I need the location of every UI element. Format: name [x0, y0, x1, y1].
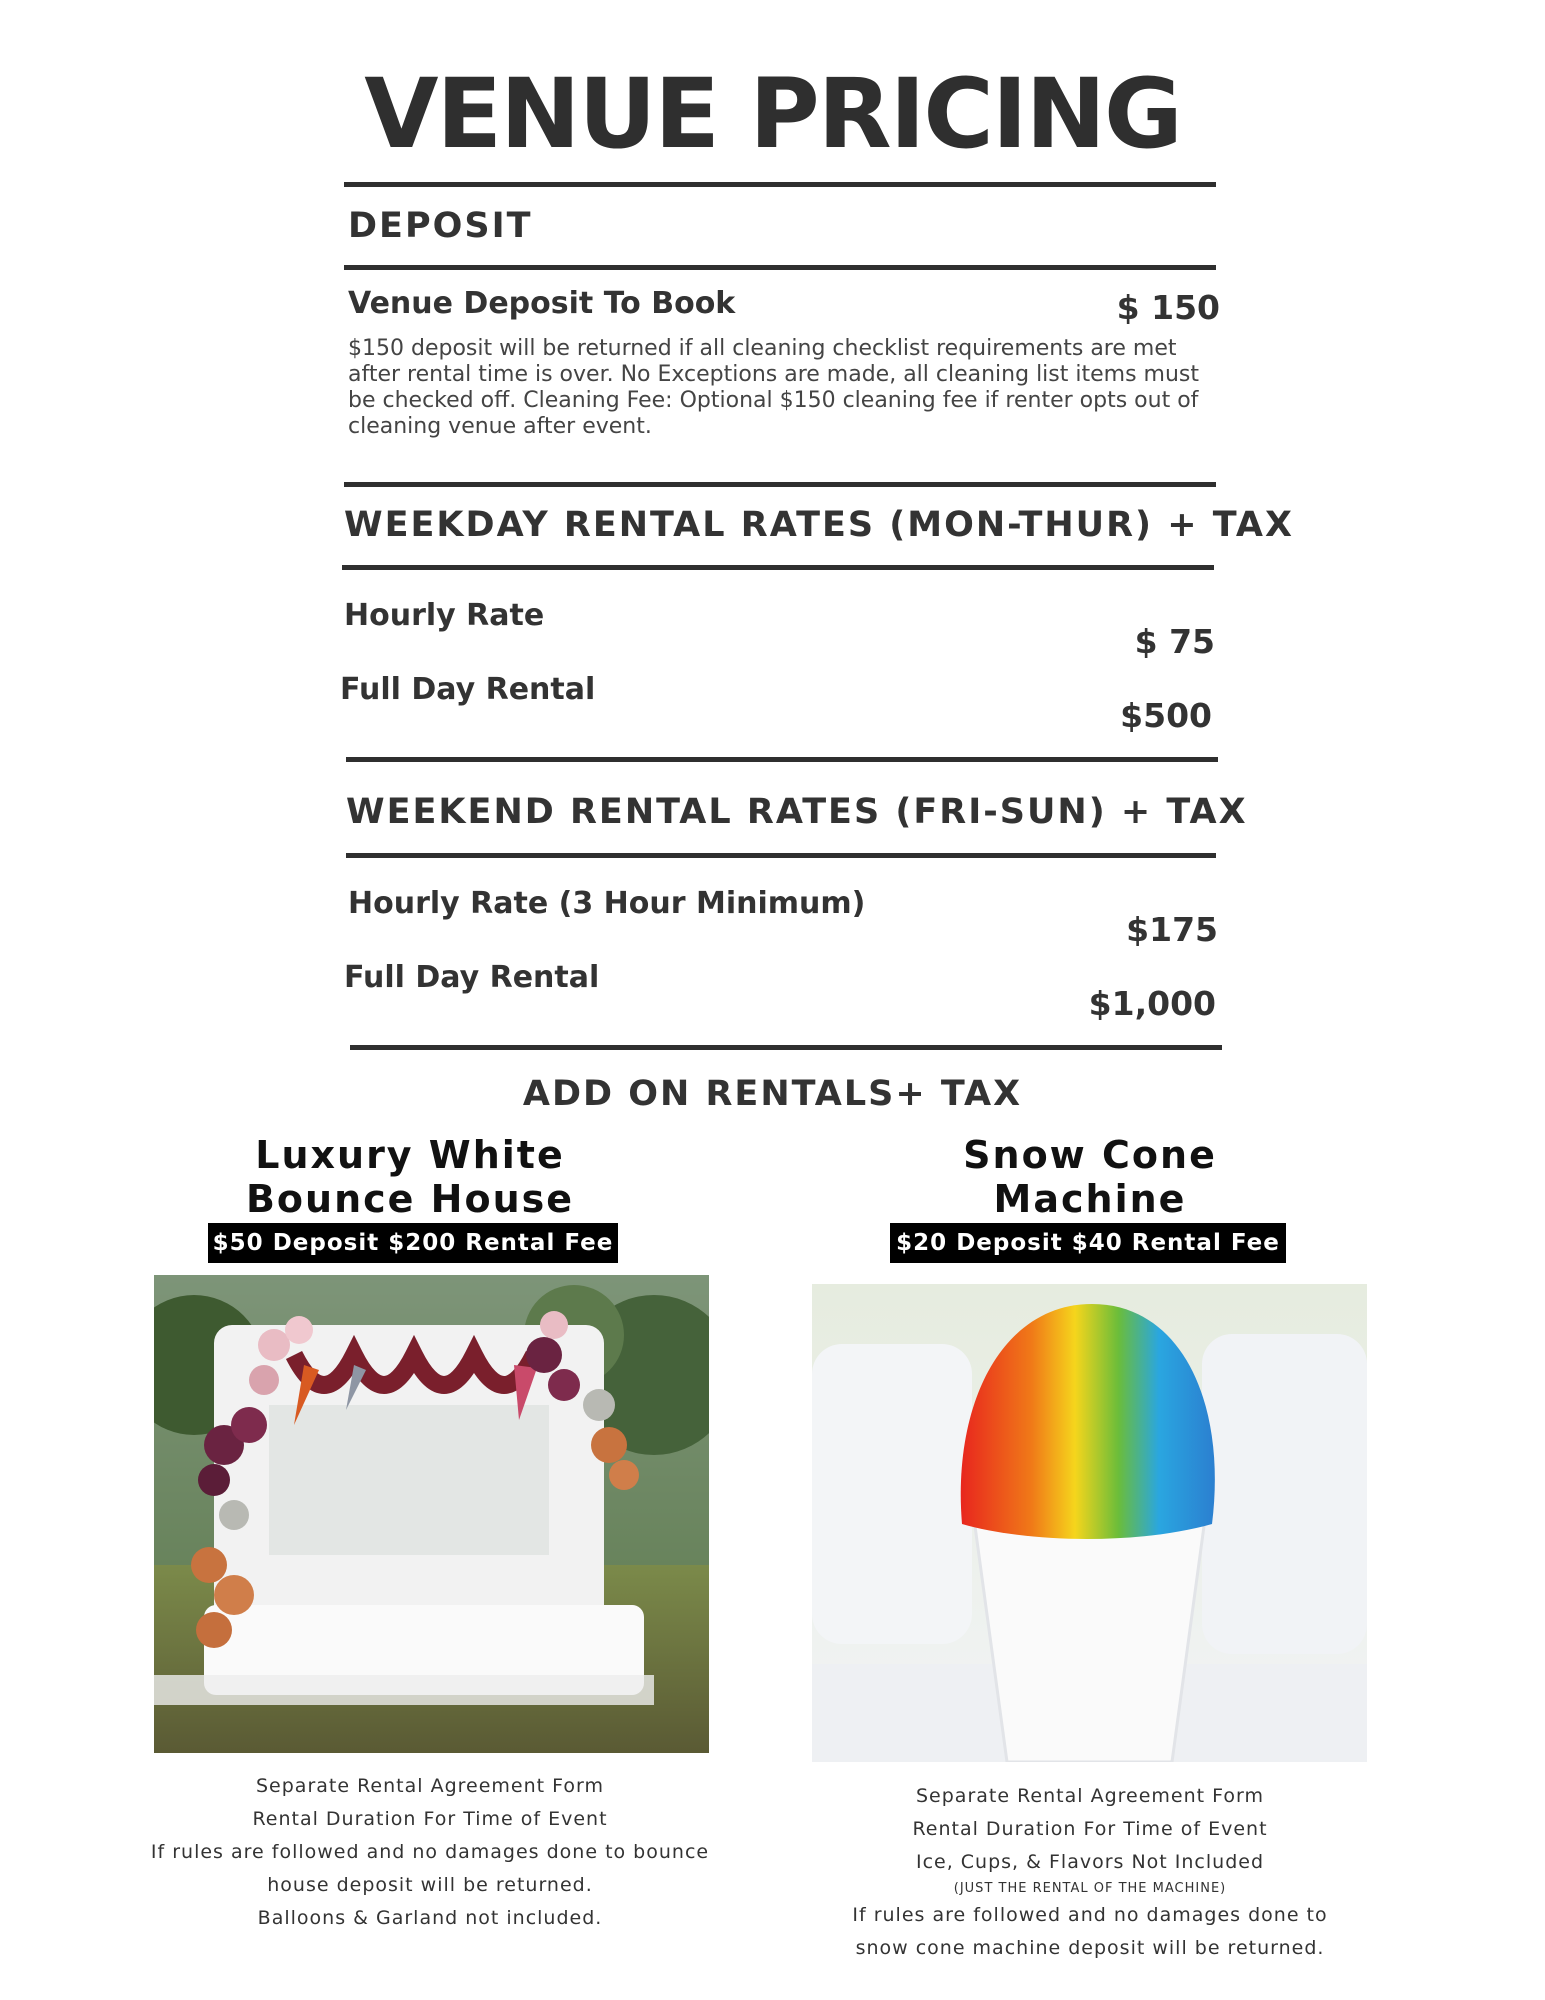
bounce-note-5: Balloons & Garland not included.: [257, 1907, 603, 1929]
divider: [342, 565, 1214, 570]
deposit-label: Venue Deposit To Book: [348, 286, 736, 321]
divider: [346, 757, 1218, 762]
snow-cone-title-line2: Machine: [993, 1177, 1187, 1221]
divider: [350, 1045, 1222, 1050]
bounce-note-3: If rules are followed and no damages done to bounce: [150, 1841, 710, 1863]
divider: [344, 482, 1216, 487]
snow-note-5: snow cone machine deposit will be returned.: [855, 1937, 1325, 1959]
weekend-hourly-price: $175: [1126, 910, 1218, 949]
snow-note-4: If rules are followed and no damages done to: [852, 1904, 1328, 1926]
weekend-heading: WEEKEND RENTAL RATES (FRI-SUN) + TAX: [346, 792, 1248, 832]
weekday-full-price: $500: [1120, 696, 1212, 735]
bounce-note-1: Separate Rental Agreement Form: [256, 1775, 604, 1797]
snow-note-2: Rental Duration For Time of Event: [912, 1818, 1268, 1840]
snow-cone-title: [830, 1133, 1350, 1221]
deposit-price: $ 150: [1116, 288, 1220, 327]
bounce-house-fee-badge: $50 Deposit $200 Rental Fee: [208, 1223, 618, 1263]
bounce-house-photo: [154, 1275, 709, 1753]
snow-cone-title-line1: Snow Cone: [963, 1133, 1217, 1177]
bounce-note-4: house deposit will be returned.: [267, 1874, 593, 1896]
weekday-hourly-price: $ 75: [1134, 622, 1215, 661]
divider: [344, 265, 1216, 270]
snow-cone-photo: [812, 1284, 1367, 1762]
snow-note-3: Ice, Cups, & Flavors Not Included: [915, 1851, 1265, 1873]
weekend-full-label: Full Day Rental: [344, 960, 600, 995]
bounce-house-title-line2: Bounce House: [245, 1177, 575, 1221]
bounce-house-title-line1: Luxury White: [255, 1133, 565, 1177]
bounce-house-title: [150, 1133, 670, 1221]
bounce-house-notes: [130, 1770, 730, 1935]
deposit-description: $150 deposit will be returned if all cleaning checklist requirements are met after rental time is over. No Exceptions are made, all cleaning list items must be checked off. Cleaning Fee: Optional $150 cleaning fee if renter opts out of cleaning venue after event.: [348, 336, 1199, 439]
bounce-note-2: Rental Duration For Time of Event: [252, 1808, 608, 1830]
weekday-heading: WEEKDAY RENTAL RATES (MON-THUR) + TAX: [344, 505, 1294, 545]
weekend-full-price: $1,000: [1088, 984, 1216, 1023]
snow-cone-notes: [790, 1780, 1390, 1965]
snow-cone-fee-badge: $20 Deposit $40 Rental Fee: [890, 1223, 1286, 1263]
divider: [346, 853, 1216, 858]
page-title: VENUE PRICING: [364, 58, 1181, 170]
deposit-heading: DEPOSIT: [348, 206, 533, 246]
addons-heading: ADD ON RENTALS+ TAX: [522, 1074, 1023, 1114]
weekend-hourly-label: Hourly Rate (3 Hour Minimum): [348, 886, 866, 921]
snow-note-1: Separate Rental Agreement Form: [916, 1785, 1264, 1807]
weekday-full-label: Full Day Rental: [340, 672, 596, 707]
weekday-hourly-label: Hourly Rate: [344, 598, 545, 633]
snow-small-note: (JUST THE RENTAL OF THE MACHINE): [953, 1881, 1227, 1896]
divider: [344, 182, 1216, 187]
